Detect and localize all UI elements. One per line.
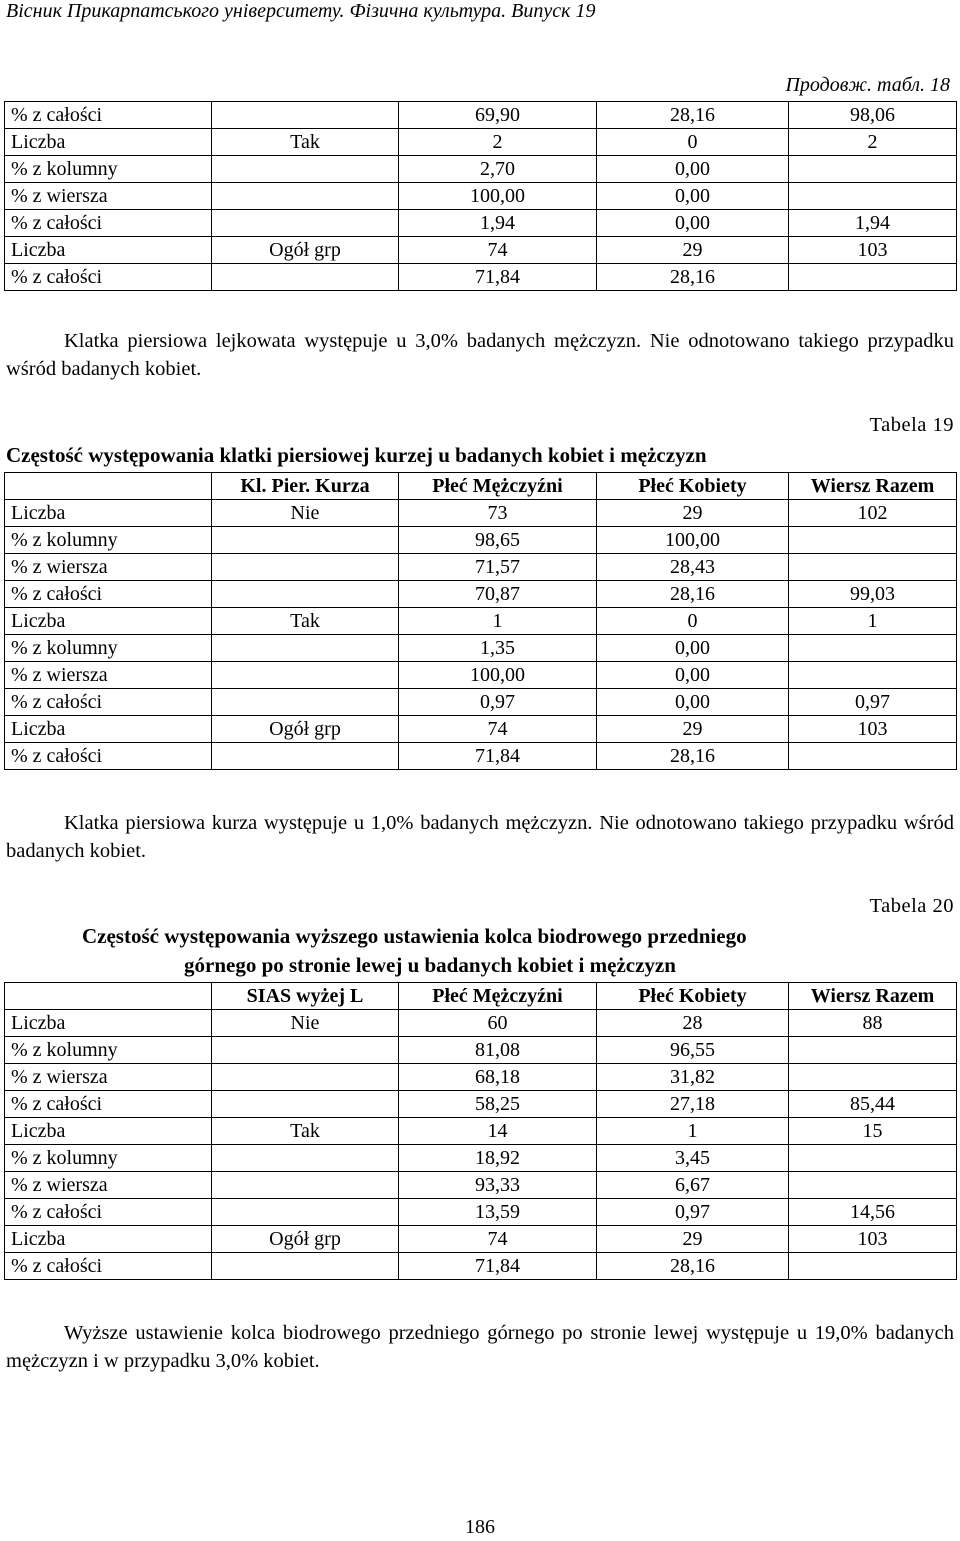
row-label-cell: Liczba xyxy=(5,500,212,527)
table-19-label: Tabela 19 xyxy=(869,414,954,436)
running-header: Вісник Прикарпатського університету. Фізична культура. Випуск 19 xyxy=(6,0,596,22)
table-cell xyxy=(212,156,399,183)
table-cell: 96,55 xyxy=(597,1037,789,1064)
table-row xyxy=(5,635,957,662)
table-cell: 1 xyxy=(597,1118,789,1145)
table-cell xyxy=(789,1064,957,1091)
table-cell: 29 xyxy=(597,716,789,743)
table-cell: 73 xyxy=(399,500,597,527)
table-cell xyxy=(212,1199,399,1226)
table-continuation-label: Продовж. табл. 18 xyxy=(785,74,950,96)
table-row xyxy=(5,183,957,210)
table-row xyxy=(5,210,957,237)
table-cell xyxy=(789,1253,957,1280)
row-label-cell: % z kolumny xyxy=(5,1145,212,1172)
table-cell: Tak xyxy=(212,608,399,635)
table-cell xyxy=(789,527,957,554)
table-20-label: Tabela 20 xyxy=(869,895,954,917)
row-label-cell: % z całości xyxy=(5,743,212,770)
table-cell xyxy=(212,1253,399,1280)
row-label-cell: % z całości xyxy=(5,264,212,291)
row-label-cell: % z całości xyxy=(5,102,212,129)
table-header-row xyxy=(5,983,957,1010)
table-cell: 88 xyxy=(789,1010,957,1037)
table-cell xyxy=(212,554,399,581)
table-cell xyxy=(789,1037,957,1064)
row-label-cell: % z całości xyxy=(5,1199,212,1226)
table-cell: 29 xyxy=(597,500,789,527)
table-cell: Tak xyxy=(212,1118,399,1145)
table-cell: 15 xyxy=(789,1118,957,1145)
table-cell: 28,16 xyxy=(597,743,789,770)
table-cell xyxy=(789,662,957,689)
table-19 xyxy=(4,472,957,770)
table-cell: 0 xyxy=(597,608,789,635)
table-cell xyxy=(212,1064,399,1091)
table-18-continued xyxy=(4,101,957,291)
table-cell: 98,06 xyxy=(789,102,957,129)
table-cell: 85,44 xyxy=(789,1091,957,1118)
table-cell: 103 xyxy=(789,237,957,264)
header-cell: Wiersz Razem xyxy=(789,473,957,500)
table-row xyxy=(5,554,957,581)
table-cell: 71,57 xyxy=(399,554,597,581)
table-cell xyxy=(789,743,957,770)
table-cell: 28,16 xyxy=(597,102,789,129)
table-cell xyxy=(212,1172,399,1199)
table-row xyxy=(5,264,957,291)
table-cell: 0,00 xyxy=(597,183,789,210)
table-cell: 31,82 xyxy=(597,1064,789,1091)
row-label-cell: % z wiersza xyxy=(5,183,212,210)
table-cell: 2 xyxy=(789,129,957,156)
paragraph-text: Klatka piersiowa lejkowata występuje u 3,0% badanych mężczyzn. Nie odnotowano takiego przypadku wśród badanych kobiet. xyxy=(6,330,954,380)
table-cell: 3,45 xyxy=(597,1145,789,1172)
table-row xyxy=(5,102,957,129)
row-label-cell: Liczba xyxy=(5,129,212,156)
table-header-row xyxy=(5,473,957,500)
table-cell: 27,18 xyxy=(597,1091,789,1118)
table-cell xyxy=(212,264,399,291)
header-cell: Płeć Mężczyźni xyxy=(399,473,597,500)
table-cell: 102 xyxy=(789,500,957,527)
table-row xyxy=(5,1145,957,1172)
table-cell: 74 xyxy=(399,1226,597,1253)
table-row xyxy=(5,129,957,156)
row-label-cell: Liczba xyxy=(5,237,212,264)
table-cell: 0,97 xyxy=(597,1199,789,1226)
row-label-cell: % z wiersza xyxy=(5,1172,212,1199)
table-cell: 0,00 xyxy=(597,156,789,183)
row-label-cell: Liczba xyxy=(5,1226,212,1253)
table-cell: 29 xyxy=(597,1226,789,1253)
table-cell xyxy=(789,156,957,183)
table-cell: 1 xyxy=(399,608,597,635)
row-label-cell: % z wiersza xyxy=(5,662,212,689)
table-row xyxy=(5,689,957,716)
table-cell: 14 xyxy=(399,1118,597,1145)
table-cell: 0,00 xyxy=(597,689,789,716)
page-number: 186 xyxy=(465,1516,495,1538)
header-cell: Płeć Mężczyźni xyxy=(399,983,597,1010)
table-cell: 74 xyxy=(399,237,597,264)
table-cell: 28,43 xyxy=(597,554,789,581)
table-cell: 1,94 xyxy=(789,210,957,237)
table-cell: Ogół grp xyxy=(212,237,399,264)
table-row xyxy=(5,1118,957,1145)
table-cell xyxy=(212,635,399,662)
table-row xyxy=(5,1037,957,1064)
table-cell xyxy=(212,1091,399,1118)
table-cell: 100,00 xyxy=(399,662,597,689)
table-cell: Nie xyxy=(212,500,399,527)
table-20 xyxy=(4,982,957,1280)
row-label-cell: % z całości xyxy=(5,581,212,608)
table-cell: 28,16 xyxy=(597,581,789,608)
header-cell xyxy=(5,983,212,1010)
table-20-body xyxy=(5,1010,957,1280)
table-cell: 93,33 xyxy=(399,1172,597,1199)
table-cell: 71,84 xyxy=(399,743,597,770)
header-cell: Płeć Kobiety xyxy=(597,983,789,1010)
table-cell: Tak xyxy=(212,129,399,156)
table-cell: 28,16 xyxy=(597,264,789,291)
table-row xyxy=(5,1064,957,1091)
table-row xyxy=(5,1253,957,1280)
table-cell: 74 xyxy=(399,716,597,743)
table-cell: 98,65 xyxy=(399,527,597,554)
table-cell: 29 xyxy=(597,237,789,264)
table-row xyxy=(5,662,957,689)
table-cell xyxy=(789,1172,957,1199)
paragraph-pigeon-chest xyxy=(6,809,954,865)
table-cell: 1,35 xyxy=(399,635,597,662)
table-cell: 100,00 xyxy=(399,183,597,210)
table-19-body xyxy=(5,500,957,770)
table-row xyxy=(5,527,957,554)
table-cell: 1,94 xyxy=(399,210,597,237)
row-label-cell: % z całości xyxy=(5,1253,212,1280)
header-cell: Płeć Kobiety xyxy=(597,473,789,500)
table-cell xyxy=(212,581,399,608)
table-cell: 71,84 xyxy=(399,1253,597,1280)
table-19-title: Częstość występowania klatki piersiowej kurzej u badanych kobiet i mężczyzn xyxy=(6,443,707,467)
row-label-cell: % z kolumny xyxy=(5,1037,212,1064)
row-label-cell: Liczba xyxy=(5,608,212,635)
table-cell: 69,90 xyxy=(399,102,597,129)
paragraph-text: Wyższe ustawienie kolca biodrowego przedniego górnego po stronie lewej występuje u 19,0% badanych mężczyzn i w przypadku 3,0% kobiet. xyxy=(6,1322,954,1372)
table-cell xyxy=(212,527,399,554)
table-cell: 0,00 xyxy=(597,210,789,237)
table-row xyxy=(5,608,957,635)
row-label-cell: Liczba xyxy=(5,1118,212,1145)
table-row xyxy=(5,500,957,527)
table-cell xyxy=(789,554,957,581)
table-cell: 13,59 xyxy=(399,1199,597,1226)
table-row xyxy=(5,1010,957,1037)
table-cell: 1 xyxy=(789,608,957,635)
paragraph-sias xyxy=(6,1319,954,1375)
table-cell: 28,16 xyxy=(597,1253,789,1280)
paragraph-funnel-chest xyxy=(6,327,954,383)
table-row xyxy=(5,581,957,608)
table-cell xyxy=(789,1145,957,1172)
table-cell: 28 xyxy=(597,1010,789,1037)
table-cell: Ogół grp xyxy=(212,716,399,743)
table-cell: 103 xyxy=(789,716,957,743)
row-label-cell: Liczba xyxy=(5,716,212,743)
table-cell: 0,00 xyxy=(597,662,789,689)
table-cell xyxy=(789,635,957,662)
table-cell xyxy=(789,264,957,291)
table-20-title-line2: górnego po stronie lewej u badanych kobiet i mężczyzn xyxy=(184,953,676,977)
table-cell: Ogół grp xyxy=(212,1226,399,1253)
paragraph-text: Klatka piersiowa kurza występuje u 1,0% badanych mężczyzn. Nie odnotowano takiego przypadku wśród badanych kobiet. xyxy=(6,812,954,862)
row-label-cell: % z całości xyxy=(5,689,212,716)
table-cell: 81,08 xyxy=(399,1037,597,1064)
table-cell xyxy=(212,210,399,237)
table-cell: Nie xyxy=(212,1010,399,1037)
table-row xyxy=(5,716,957,743)
row-label-cell: % z całości xyxy=(5,210,212,237)
table-cell: 68,18 xyxy=(399,1064,597,1091)
row-label-cell: % z kolumny xyxy=(5,635,212,662)
row-label-cell: % z wiersza xyxy=(5,1064,212,1091)
header-cell: Wiersz Razem xyxy=(789,983,957,1010)
table-cell: 58,25 xyxy=(399,1091,597,1118)
table-row xyxy=(5,1172,957,1199)
header-cell xyxy=(5,473,212,500)
table-cell: 2 xyxy=(399,129,597,156)
table-cell: 0 xyxy=(597,129,789,156)
table-20-title-line1: Częstość występowania wyższego ustawienia kolca biodrowego przedniego xyxy=(82,924,747,948)
table-cell xyxy=(212,1037,399,1064)
header-cell: Kl. Pier. Kurza xyxy=(212,473,399,500)
table-cell: 6,67 xyxy=(597,1172,789,1199)
table-cell: 18,92 xyxy=(399,1145,597,1172)
table-cell: 2,70 xyxy=(399,156,597,183)
table-cell: 103 xyxy=(789,1226,957,1253)
table-row xyxy=(5,743,957,770)
table-cell: 0,00 xyxy=(597,635,789,662)
table-cell: 99,03 xyxy=(789,581,957,608)
table-cell: 0,97 xyxy=(399,689,597,716)
table-row xyxy=(5,237,957,264)
table-cell xyxy=(789,183,957,210)
table-cell xyxy=(212,1145,399,1172)
table-cell: 60 xyxy=(399,1010,597,1037)
row-label-cell: % z kolumny xyxy=(5,156,212,183)
table-row xyxy=(5,156,957,183)
table-row xyxy=(5,1091,957,1118)
table-row xyxy=(5,1226,957,1253)
table-cell: 100,00 xyxy=(597,527,789,554)
table-row xyxy=(5,1199,957,1226)
row-label-cell: % z wiersza xyxy=(5,554,212,581)
table-cell: 70,87 xyxy=(399,581,597,608)
table-cell: 14,56 xyxy=(789,1199,957,1226)
table-cell: 71,84 xyxy=(399,264,597,291)
table-cell xyxy=(212,689,399,716)
row-label-cell: % z kolumny xyxy=(5,527,212,554)
row-label-cell: % z całości xyxy=(5,1091,212,1118)
header-cell: SIAS wyżej L xyxy=(212,983,399,1010)
table-cell xyxy=(212,183,399,210)
table-18-body xyxy=(5,102,957,291)
table-cell xyxy=(212,102,399,129)
table-cell: 0,97 xyxy=(789,689,957,716)
row-label-cell: Liczba xyxy=(5,1010,212,1037)
table-cell xyxy=(212,743,399,770)
table-cell xyxy=(212,662,399,689)
